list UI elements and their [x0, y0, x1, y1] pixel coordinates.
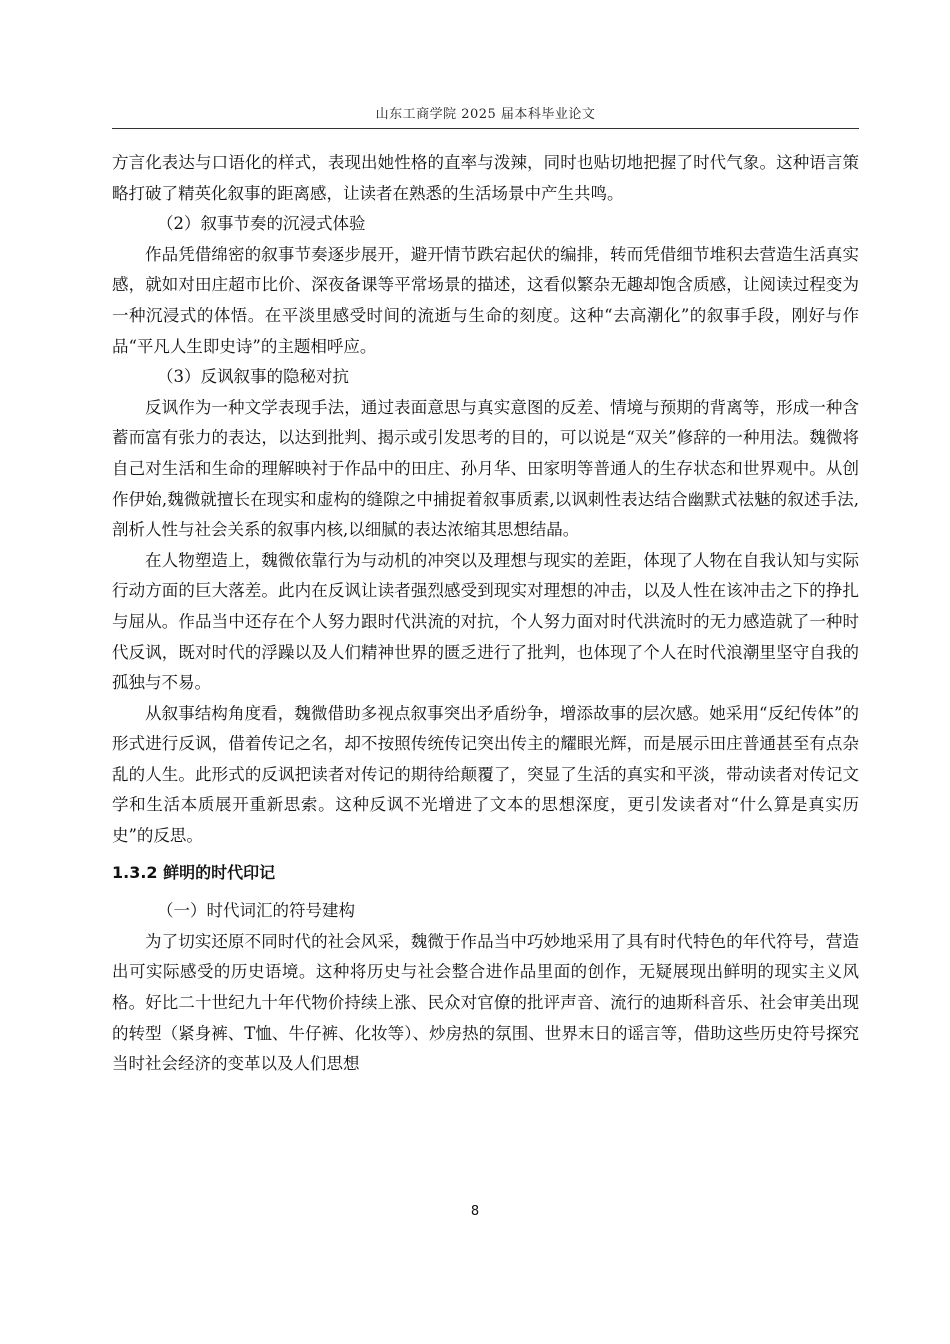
page-body [112, 148, 859, 1080]
subheading: （2）叙事节奏的沉浸式体验 [157, 214, 366, 234]
running-header: 山东工商学院 2025 届本科毕业论文 [375, 107, 596, 122]
section-heading: 1.3.2 鲜明的时代印记 [112, 862, 276, 882]
paragraph: 在人物塑造上，魏微依靠行为与动机的冲突以及理想与现实的差距，体现了人物在自我认知与实际行动方面的巨大落差。此内在反讽让读者强烈感受到现实对理想的冲击，以及人性在该冲击之下的挣扎与屈从。作品当中还存在个人努力跟时代洪流的对抗，个人努力面对时代洪流时的无力感造就了一种时代反讽，既对时代的浮躁以及人们精神世界的匮乏进行了批判，也体现了个人在时代浪潮里坚守自我的孤独与不易。 [112, 550, 859, 693]
paragraph: 为了切实还原不同时代的社会风采，魏微于作品当中巧妙地采用了具有时代特色的年代符号，营造出可实际感受的历史语境。这种将历史与社会整合进作品里面的创作，无疑展现出鲜明的现实主义风格。好比二十世纪九十年代物价持续上涨、民众对官僚的批评声音、流行的迪斯科音乐、社会审美出现的转型（紧身裤、T恤、牛仔裤、化妆等）、炒房热的氛围、世界末日的谣言等，借助这些历史符号探究当时社会经济的变革以及人们思想 [112, 931, 859, 1074]
page-number: 8 [470, 1204, 480, 1219]
paragraph: 方言化表达与口语化的样式，表现出她性格的直率与泼辣，同时也贴切地把握了时代气象。这种语言策略打破了精英化叙事的距离感，让读者在熟悉的生活场景中产生共鸣。 [112, 153, 859, 203]
header-rule [112, 128, 859, 129]
subheading: （一）时代词汇的符号建构 [157, 901, 355, 921]
paragraph: 反讽作为一种文学表现手法，通过表面意思与真实意图的反差、情境与预期的背离等，形成一种含蓄而富有张力的表达，以达到批判、揭示或引发思考的目的，可以说是“双关”修辞的一种用法。魏微将自己对生活和生命的理解映衬于作品中的田庄、孙月华、田家明等普通人的生存状态和世界观中。从创作伊始,魏微就擅长在现实和虚构的缝隙之中捕捉着叙事质素,以讽刺性表达结合幽默式祛魅的叙述手法,剖析人性与社会关系的叙事内核,以细腻的表达浓缩其思想结晶。 [112, 397, 859, 540]
paragraph: 作品凭借绵密的叙事节奏逐步展开，避开情节跌宕起伏的编排，转而凭借细节堆积去营造生活真实感，就如对田庄超市比价、深夜备课等平常场景的描述，这看似繁杂无趣却饱含质感，让阅读过程变为一种沉浸式的体悟。在平淡里感受时间的流逝与生命的刻度。这种“去高潮化”的叙事手段，刚好与作品“平凡人生即史诗”的主题相呼应。 [112, 244, 859, 356]
paragraph: 从叙事结构角度看，魏微借助多视点叙事突出矛盾纷争，增添故事的层次感。她采用“反纪传体”的形式进行反讽，借着传记之名，却不按照传统传记突出传主的耀眼光辉，而是展示田庄普通甚至有点杂乱的人生。此形式的反讽把读者对传记的期待给颠覆了，突显了生活的真实和平淡，带动读者对传记文学和生活本质展开重新思索。这种反讽不光增进了文本的思想深度，更引发读者对“什么算是真实历史”的反思。 [112, 703, 859, 846]
subheading: （3）反讽叙事的隐秘对抗 [157, 367, 349, 387]
